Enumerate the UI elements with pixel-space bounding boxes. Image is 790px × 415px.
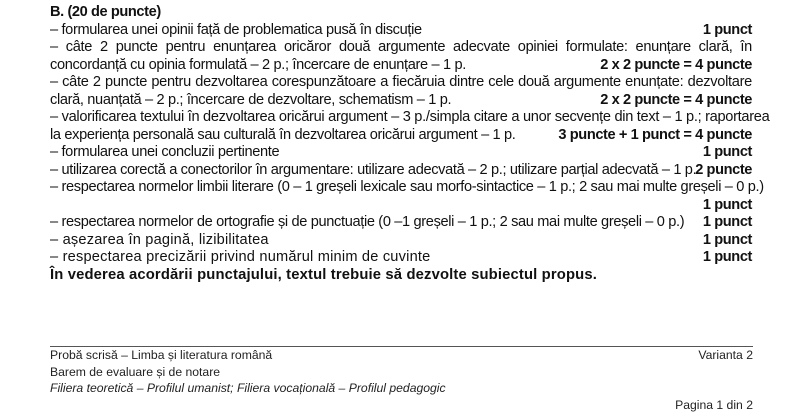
footer-line-1 — [50, 347, 753, 364]
criterion-development-line-2 — [50, 92, 752, 110]
criterion-text: clară, nuanțată – 2 p.; încercare de dezvoltare, schematism – 1 p. — [50, 91, 452, 108]
criterion-word-count — [50, 249, 752, 267]
page-footer — [50, 346, 753, 413]
criterion-points: 1 punct — [702, 214, 752, 230]
section-title: B. (20 de puncte) — [50, 4, 161, 20]
criterion-text: – respectarea precizării privind numărul minim de cuvinte — [50, 249, 431, 265]
exam-name: Probă scrisă – Limba și literatura română — [50, 348, 273, 362]
criterion-opinion — [50, 22, 752, 40]
criterion-text: – respectarea normelor de ortografie și de punctuație (0 –1 greșeli – 1 p.; 2 sau mai multe greșeli – 0 p.) — [50, 214, 685, 230]
criterion-points: 1 punct — [702, 249, 752, 265]
criterion-development-line-1: – câte 2 puncte pentru dezvoltarea corespunzătoare a fiecăruia dintre cele două argumente enunțate: dezvoltare — [50, 74, 752, 90]
criterion-text: – așezarea în pagină, lizibilitatea — [50, 231, 269, 248]
final-note: În vederea acordării punctajului, textul trebuie să dezvolte subiectul propus. — [50, 266, 597, 283]
variant-label: Varianta 2 — [698, 348, 753, 362]
criterion-text-use-line-1: – valorificarea textului în dezvoltarea oricărui argument – 3 p./simpla citare a unor secvențe din text – 1 p.; raportarea — [50, 109, 770, 125]
page-number: Pagina 1 din 2 — [675, 397, 753, 412]
criterion-text: – utilizarea corectă a conectorilor în argumentare: utilizare adecvată – 2 p.; utilizare parțial adecvată – 1 p. — [50, 161, 697, 178]
criterion-text: – respectarea normelor limbii literare (0 – 1 greșeli lexicale sau morfo-sintactice – 1 p.; 2 sau mai multe greșeli – 0 p.) — [50, 179, 764, 195]
criterion-language-norms — [50, 179, 764, 197]
track-profile: Filiera teoretică – Profilul umanist; Filiera vocațională – Profilul pedagogic — [50, 381, 446, 395]
document-type: Barem de evaluare și de notare — [50, 364, 221, 379]
criterion-points: 2 x 2 puncte = 4 puncte — [600, 91, 752, 108]
criterion-text: – formularea unei concluzii pertinente — [50, 144, 280, 160]
criterion-connectors — [50, 162, 752, 180]
criterion-points: 1 punct — [702, 231, 752, 248]
criterion-layout-legibility — [50, 232, 752, 250]
criterion-arguments-line-2 — [50, 57, 752, 75]
criterion-points: 3 puncte + 1 punct = 4 puncte — [558, 126, 752, 143]
criterion-text: la experiența personală sau culturală în dezvoltarea oricărui argument – 1 p. — [50, 126, 516, 143]
criterion-text-use-line-2 — [50, 127, 752, 145]
criterion-arguments-line-1: – câte 2 puncte pentru enunțarea oricăror două argumente adecvate opiniei formulate: enunțare clară, în — [50, 39, 752, 55]
grading-scheme-section — [50, 4, 770, 284]
criterion-points: 1 punct — [702, 196, 752, 213]
criterion-points: 1 punct — [702, 21, 752, 38]
criterion-text: – formularea unei opinii față de problematica pusă în discuție — [50, 21, 422, 38]
criterion-text: concordanță cu opinia formulată – 2 p.; încercare de enunțare – 1 p. — [50, 56, 466, 73]
criterion-spelling-punctuation — [50, 214, 752, 232]
criterion-conclusion — [50, 144, 752, 162]
criterion-language-norms-points-line — [50, 197, 752, 215]
criterion-points: 2 puncte — [695, 161, 752, 178]
criterion-points: 2 x 2 puncte = 4 puncte — [600, 56, 752, 73]
criterion-points: 1 punct — [702, 144, 752, 160]
